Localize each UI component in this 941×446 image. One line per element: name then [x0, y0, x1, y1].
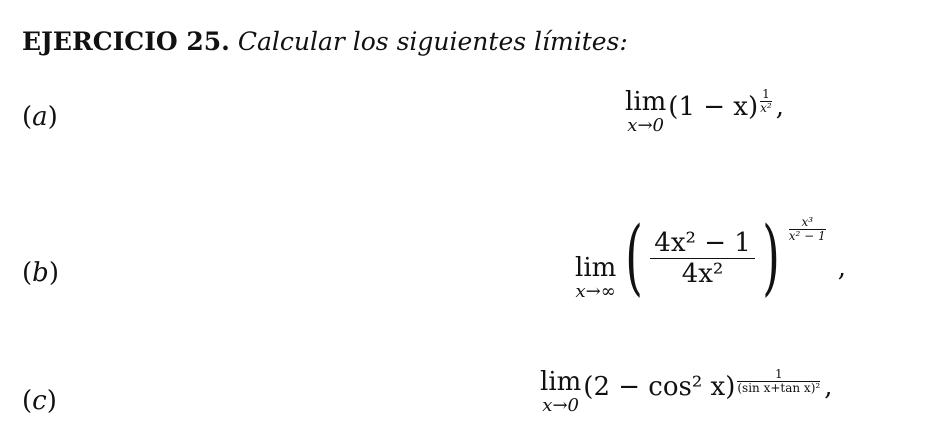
item-label-c: (c)	[22, 386, 57, 416]
fraction: $\frac{\text{4x² − 1}}{\text{4x²}}$	[650, 228, 754, 289]
exercise-number: EJERCICIO 25.	[22, 27, 230, 56]
limit-base: (2 − cos² x)	[583, 372, 736, 402]
limit-operator: lim x→0	[540, 367, 582, 416]
punctuation: ,	[775, 92, 784, 122]
limit-expression-b	[575, 210, 846, 305]
limit-operator: lim x→0	[625, 87, 667, 136]
limit-operator: lim x→∞	[575, 253, 617, 302]
item-label-a: (a)	[22, 102, 58, 132]
item-label-b: (b)	[22, 258, 59, 288]
limit-expression-c	[540, 368, 832, 416]
exponent: $\frac{1}{\text{(sin x+tan x)²}}$	[737, 367, 821, 395]
exercise-heading	[22, 24, 628, 60]
punctuation: ,	[824, 372, 833, 402]
limit-base: (1 − x)	[668, 92, 759, 122]
limit-expression-a	[625, 88, 784, 136]
exponent: $\frac{1}{\text{x²}}$	[760, 87, 772, 115]
left-paren: (	[625, 210, 644, 305]
right-paren: )	[761, 210, 780, 305]
punctuation: ,	[837, 253, 846, 283]
exercise-instruction: Calcular los siguientes límites:	[237, 27, 628, 56]
exponent: $\frac{\text{x³}}{\text{x² − 1}}$	[788, 215, 826, 243]
